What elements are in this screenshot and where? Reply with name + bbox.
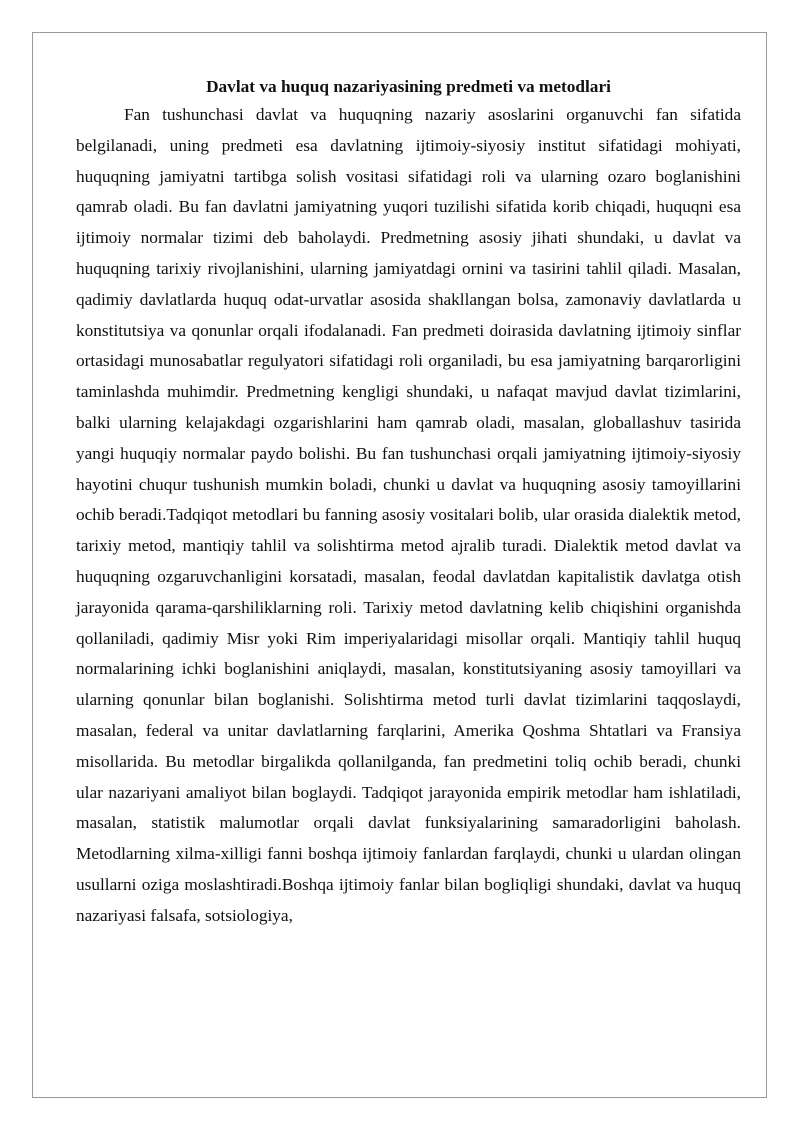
document-title: Davlat va huquq nazariyasining predmeti va metodlari [206,77,611,96]
body-paragraph: Fan tushunchasi davlat va huquqning nazariy asoslarini organuvchi fan sifatida belgilanadi, uning predmeti esa davlatning ijtimoiy-siyosiy institut sifatidagi mohiyati, huquqning jamiyatni tartibga solish vositasi sifatidagi roli va ularning ozaro boglanishini qamrab oladi. Bu fan davlatni jamiyatning yuqori tuzilishi sifatida korib chiqadi, huquqni esa ijtimoiy normalar tizimi deb baholaydi. Predmetning asosiy jihati shundaki, u davlat va huquqning tarixiy rivojlanishini, ularning jamiyatdagi ornini va tasirini tahlil qiladi. Masalan, qadimiy davlatlarda huquq odat-urvatlar asosida shakllangan bolsa, zamonaviy davlatlarda u konstitutsiya va qonunlar orqali ifodalanadi. Fan predmeti doirasida davlatning ijtimoiy sinflar ortasidagi munosabatlar regulyatori sifatidagi roli organiladi, bu esa jamiyatning barqarorligini taminlashda muhimdir. Predmetning kengligi shundaki, u nafaqat mavjud davlat tizimlarini, balki ularning kelajakdagi ozgarishlarini ham qamrab oladi, masalan, globallashuv tasirida yangi huquqiy normalar paydo bolishi. Bu fan tushunchasi orqali jamiyatning ijtimoiy-siyosiy hayotini chuqur tushunish mumkin boladi, chunki u davlat va huquqning asosiy tamoyillarini ochib beradi.Tadqiqot metodlari bu fanning asosiy vositalari bolib, ular orasida dialektik metod, tarixiy metod, mantiqiy tahlil va solishtirma metod ajralib turadi. Dialektik metod davlat va huquqning ozgaruvchanligini korsatadi, masalan, feodal davlatdan kapitalistik davlatga otish jarayonida qarama-qarshiliklarning roli. Tarixiy metod davlatning kelib chiqishini organishda qollaniladi, qadimiy Misr yoki Rim imperiyalaridagi misollar orqali. Mantiqiy tahlil huquq normalarining ichki boglanishini aniqlaydi, masalan, konstitutsiyaning asosiy tamoyillari va ularning qonunlar bilan boglanishi. Solishtirma metod turli davlat tizimlarini taqqoslaydi, masalan, federal va unitar davlatlarning farqlarini, Amerika Qoshma Shtatlari va Fransiya misollarida. Bu metodlar birgalikda qollanilganda, fan predmetini toliq ochib beradi, chunki ular nazariyani amaliyot bilan boglaydi. Tadqiqot jarayonida empirik metodlar ham ishlatiladi, masalan, statistik malumotlar orqali davlat funksiyalarining samaradorligini baholash. Metodlarning xilma-xilligi fanni boshqa ijtimoiy fanlardan farqlaydi, chunki u ulardan olingan usullarni oziga moslashtiradi.Boshqa ijtimoiy fanlar bilan bogliqligi shundaki, davlat va huquq nazariyasi falsafa, sotsiologiya, [76,105,741,925]
document-body [76,74,741,932]
